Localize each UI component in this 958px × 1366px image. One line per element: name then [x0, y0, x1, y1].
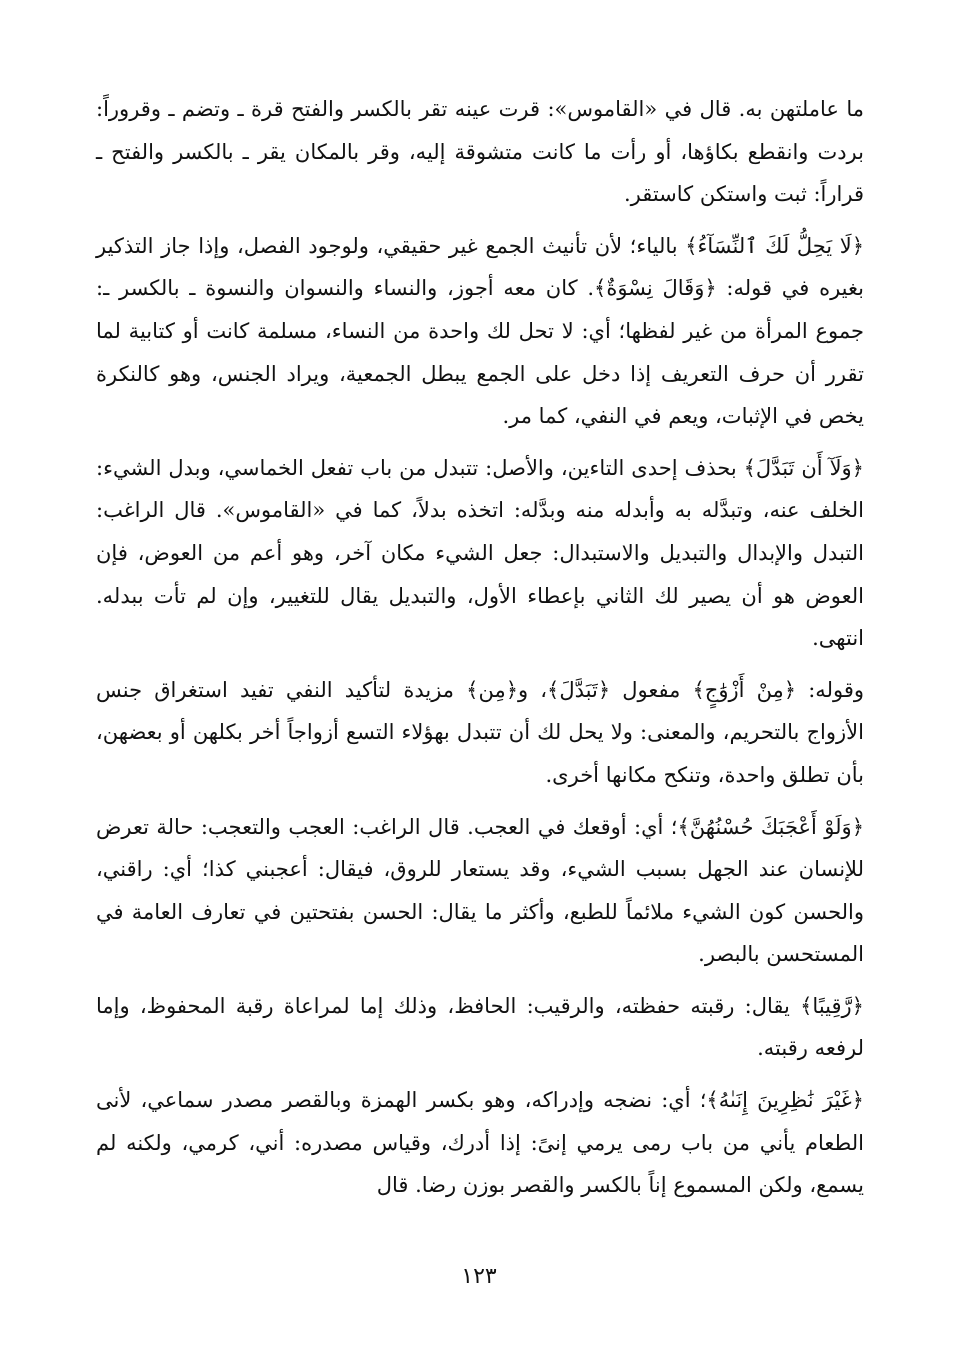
- paragraph-7: ﴿غَيْرَ نَٰظِرِينَ إِنَىٰهُ﴾؛ أي: نضجه وإدراكه، وهو بكسر الهمزة وبالقصر مصدر سماعي، لأنى الطعام يأني من باب رمى يرمي إنىً: إذا أدرك، وقياس مصدره: أني، كرمي، ولكنه لم يسمع، ولكن المسموع إناً بالكسر والقصر بوزن رضا. قال: [96, 1088, 864, 1198]
- paragraph-6: ﴿رَّقِيبًا﴾ يقال: رقبته حفظته، والرقيب: الحافظ، وذلك إما لمراعاة رقبة المحفوظ، وإما لرفعه رقبته.: [96, 993, 864, 1061]
- page-body: [96, 88, 864, 1207]
- page-number: ١٢٣: [461, 1264, 497, 1289]
- paragraph-4: وقوله: ﴿مِنْ أَزْوَٰجٍ﴾ مفعول ﴿تَبَدَّلَ﴾، و﴿مِن﴾ مزيدة لتأكيد النفي تفيد استغراق جنس الأزواج بالتحريم، والمعنى: ولا يحل لك أن تتبدل بهؤلاء التسع أزواجاً أخر بكلهن أو بعضهن، بأن تطلق واحدة، وتنكح مكانها أخرى.: [96, 677, 864, 787]
- paragraph-1: ما عاملتهن به. قال في «القاموس»: قرت عينه تقر بالكسر والفتح قرة ـ وتضم ـ وقروراً: بردت وانقطع بكاؤها، أو رأت ما كانت متشوقة إليه، وقر بالمكان يقر ـ بالكسر والفتح ـ قراراً: ثبت واستكن كاستقر.: [96, 97, 864, 207]
- paragraph-2: ﴿لَا يَحِلُّ لَكَ ٱلنِّسَآءُ﴾ بالياء؛ لأن تأنيث الجمع غير حقيقي، ولوجود الفصل، وإذا جاز التذكير بغيره في قوله: ﴿وَقَالَ نِسْوَةٌ﴾. كان معه أجوز، والنساء والنسوان والنسوة ـ بالكسر ـ: جموع المرأة من غير لفظها؛ أي: لا تحل لك واحدة من النساء، مسلمة كانت أو كتابية لما تقرر أن حرف التعريف إذا دخل على الجمع يبطل الجمعية، ويراد الجنس، وهو كالنكرة يخص في الإثبات، ويعم في النفي، كما مر.: [96, 233, 864, 429]
- paragraph-3: ﴿وَلَآ أَن تَبَدَّلَ﴾ بحذف إحدى التاءين، والأصل: تتبدل من باب تفعل الخماسي، وبدل الشيء: الخلف عنه، وتبدَّله به وأبدله منه وبدَّله: اتخذه بدلاً، كما في «القاموس». قال الراغب: التبدل والإبدال والتبديل والاستبدال: جعل الشيء مكان آخر، وهو أعم من العوض، فإن العوض هو أن يصير لك الثاني بإعطاء الأول، والتبديل يقال للتغيير، وإن لم تأت ببدله. انتهى.: [96, 455, 864, 651]
- paragraph-5: ﴿وَلَوْ أَعْجَبَكَ حُسْنُهُنَّ﴾؛ أي: أوقعك في العجب. قال الراغب: العجب والتعجب: حالة تعرض للإنسان عند الجهل بسبب الشيء، وقد يستعار للروق، فيقال: أعجبني كذا؛ أي: راقني، والحسن كون الشيء ملائماً للطبع، وأكثر ما يقال: الحسن بفتحتين في تعارف العامة في المستحسن بالبصر.: [96, 814, 864, 967]
